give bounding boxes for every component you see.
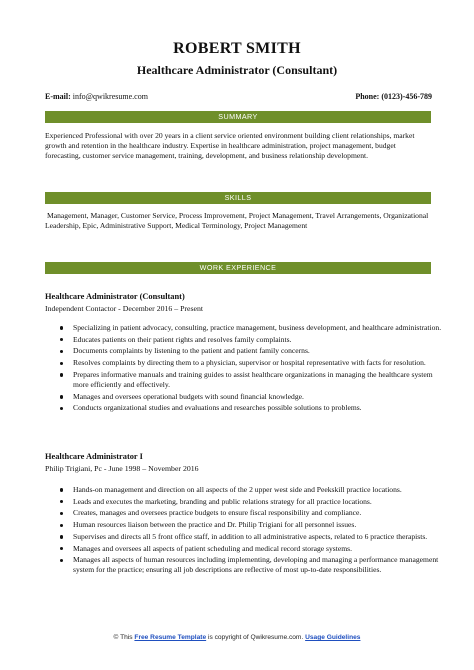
job-1-title: Healthcare Administrator (Consultant) [45, 292, 185, 301]
work-experience-heading: WORK EXPERIENCE [45, 262, 431, 274]
job-1-subtitle: Independent Contactor - December 2016 – Present [45, 304, 204, 313]
list-item: Human resources liaison between the practice and Dr. Philip Trigiani for all personnel issues. [73, 520, 449, 530]
job-2-subtitle: Philip Trigiani, Pc - June 1998 – November 2016 [45, 464, 199, 473]
job-2-title: Healthcare Administrator I [45, 452, 143, 461]
candidate-name: ROBERT SMITH [173, 40, 301, 57]
phone-block [355, 92, 432, 101]
usage-guidelines-link[interactable]: Usage Guidelines [305, 634, 361, 641]
copyright-footer [0, 634, 474, 641]
candidate-title: Healthcare Administrator (Consultant) [136, 63, 338, 77]
list-item: Hands-on management and direction on all aspects of the 2 upper west side and Peekskill practice locations. [73, 485, 449, 495]
list-item: Leads and executes the marketing, branding and public relations strategy for all practice locations. [73, 497, 449, 507]
list-item: Prepares informative manuals and training guides to assist healthcare organizations in managing the healthcare system more efficiently and effectively. [73, 370, 449, 390]
summary-text: Experienced Professional with over 20 years in a client service oriented environment building client relationships, market growth and retention in the healthcare industry. Expertise in healthcare administration, project management, budget forecasting, customer service management, training, development, and business relationship development. [45, 131, 415, 161]
list-item: Supervises and directs all 5 front office staff, in addition to all administrative aspects, related to 6 practice therapists. [73, 532, 449, 542]
skills-text: Management, Manager, Customer Service, Process Improvement, Project Management, Travel Arrangements, Organizational Leadership, Epic, Administrative Support, Medical Terminology, Project Management [45, 211, 429, 231]
list-item: Creates, manages and oversees practice budgets to ensure fiscal responsibility and compliance. [73, 508, 449, 518]
list-item: Documents complaints by listening to the patient and patient family concerns. [73, 346, 449, 356]
email-label: E-mail: [45, 92, 71, 101]
list-item: Manages and oversees all aspects of patient scheduling and medical record storage systems. [73, 544, 449, 554]
contact-row [45, 92, 432, 101]
skills-heading: SKILLS [45, 192, 431, 204]
email-value[interactable]: info@qwikresume.com [72, 92, 148, 101]
phone-value: (0123)-456-789 [381, 92, 432, 101]
job-1-bullets [45, 323, 449, 415]
free-resume-template-link[interactable]: Free Resume Template [134, 634, 207, 641]
email-block [45, 92, 148, 101]
footer-middle: is copyright of Qwikresume.com. [207, 634, 304, 641]
list-item: Educates patients on their patient rights and resolves family complaints. [73, 335, 449, 345]
list-item: Manages and oversees operational budgets with sound financial knowledge. [73, 392, 449, 402]
list-item: Manages all aspects of human resources including implementing, developing and managing a performance management system for the practice; ensuring all job descriptions are reflective of most up-to-date responsibilities. [73, 555, 449, 575]
list-item: Conducts organizational studies and evaluations and researches possible solutions to problems. [73, 403, 449, 413]
footer-prefix: © This [113, 634, 133, 641]
list-item: Specializing in patient advocacy, consulting, practice management, business development, and healthcare administration. [73, 323, 449, 333]
summary-heading: SUMMARY [45, 111, 431, 123]
phone-label: Phone: [355, 92, 380, 101]
job-2-bullets [45, 485, 449, 577]
list-item: Resolves complaints by directing them to a physician, supervisor or hospital representative with facts for resolution. [73, 358, 449, 368]
